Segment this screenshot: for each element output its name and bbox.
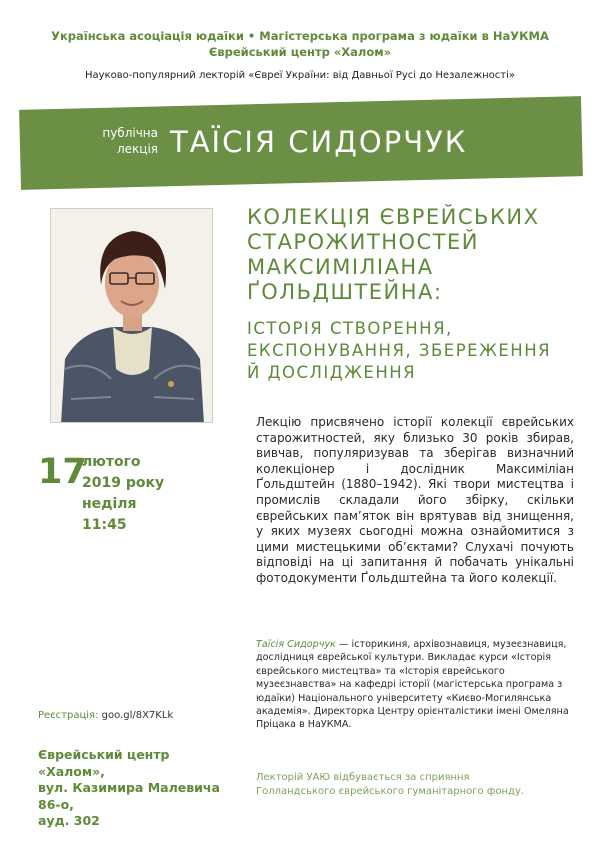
organizers-header [0,28,600,60]
venue-address-line-2: вул. Казимира Малевича 86-о, [38,780,220,812]
banner-label [78,125,158,157]
banner-label-line-1: публічна [102,126,158,140]
speaker-bio [256,638,574,732]
event-month: лютого [82,454,141,470]
lecture-subtitle-line-2: ЕКСПОНУВАННЯ, ЗБЕРЕЖЕННЯ [247,341,552,360]
lecture-subtitle [247,318,587,384]
venue-address [38,747,238,830]
event-date-details [82,452,164,536]
venue-address-line-3: ауд. 302 [38,813,100,828]
event-day: 17 [38,452,87,492]
speaker-portrait-image [51,209,213,423]
sponsor-note [256,771,576,799]
lecture-subtitle-line-3: Й ДОСЛІДЖЕННЯ [247,363,417,382]
venue-address-line-1: Єврейський центр «Халом», [38,747,170,779]
bio-text: — історикиня, архівознавиця, музеєзнавиця, дослідниця єврейської культури. Викладає курси «Історія єврейського мистецтва» та «Історія єврейського музеєзнавства» на кафедрі історії (магістерська програма з юдаїки) Національного університету «Києво-Могилянська академія». Директорка Центру орієнталістики імені Омеляна Пріцака в НаУКМА. [256,639,569,731]
sponsor-note-line-2: Голландського єврейського гуманітарного фонду. [256,786,525,797]
bio-speaker-name: Таїсія Сидорчук [256,639,336,650]
lecture-title [247,205,587,305]
lecture-title-line-4: ҐОЛЬДШТЕЙНА: [247,280,443,304]
registration [38,710,173,721]
lecture-description: Лекцію присвячено історії колекції єврейських старожитностей, яку близько 30 років збирав, вивчав, популяризував та зберігав визначний колекціонер і дослідник Максиміліан Ґольдштейн (1880–1942). Які твори мистецтва і промислів складали його збірку, скільки єврейських пам’яток він врятував від знищення, у яких музеях сьогодні можна ознайомитися з цими мистецькими об’єктами? Слухачі почують відповіді на ці запитання й побачать унікальні фотодокументи Ґольдштейна та його колекції. [256,415,574,585]
sponsor-note-line-1: Лекторій УАЮ відбувається за сприяння [256,772,470,783]
organizers-line-2: Єврейський центр «Халом» [208,45,392,59]
registration-label: Реєстрація: [38,710,99,721]
event-time: 11:45 [82,517,127,533]
event-weekday: неділя [82,496,137,512]
banner-label-line-2: лекція [116,142,158,156]
lecture-title-line-2: СТАРОЖИТНОСТЕЙ [247,230,479,254]
event-year: 2019 року [82,475,165,491]
organizers-line-1: Українська асоціація юдаїки • Магістерська програма з юдаїки в НаУКМА [51,29,549,43]
lecture-title-line-1: КОЛЕКЦІЯ ЄВРЕЙСЬКИХ [247,205,540,229]
speaker-photo [50,208,213,423]
registration-link[interactable]: goo.gl/8X7KLk [101,710,174,721]
lecture-subtitle-line-1: ІСТОРІЯ СТВОРЕННЯ, [247,319,453,338]
lectorium-title: Науково-популярний лекторій «Євреї України: від Давньої Русі до Незалежності» [85,70,515,81]
speaker-name: ТАЇСІЯ СИДОРЧУК [170,125,468,159]
lecture-title-line-3: МАКСИМІЛІАНА [247,255,434,279]
